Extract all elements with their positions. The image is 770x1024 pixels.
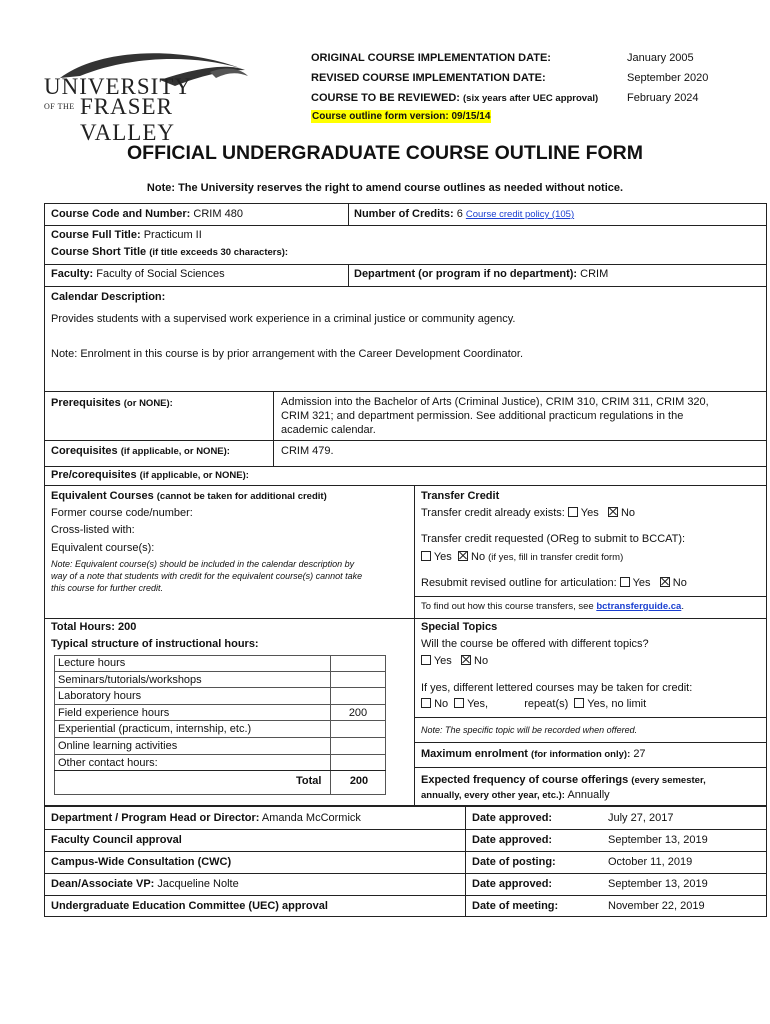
approval-row [51, 834, 182, 846]
review-date-sub: (six years after UEC approval) [463, 93, 599, 104]
short-title-sub: (if title exceeds 30 characters): [149, 247, 289, 258]
max-sub: (for information only): [531, 749, 631, 760]
divider [348, 264, 349, 286]
course-code [51, 208, 243, 220]
special-note: Note: The specific topic will be recorded when offered. [421, 725, 638, 735]
transfer-exists [421, 507, 635, 519]
prereq-sub: (or NONE): [123, 398, 173, 409]
lettered-no-checkbox[interactable] [421, 698, 431, 708]
divider [44, 873, 767, 874]
hours-row-label: Experiential (practicum, internship, etc.) [58, 723, 252, 736]
divider [414, 742, 767, 743]
transfer-requested-no-checkbox[interactable] [458, 551, 468, 561]
full-title [51, 229, 202, 241]
resubmit-no-checkbox[interactable] [660, 577, 670, 587]
frequency-line-2 [421, 789, 610, 801]
page-title: OFFICIAL UNDERGRADUATE COURSE OUTLINE FORM [126, 142, 644, 164]
divider [44, 225, 767, 226]
hours-row-label: Field experience hours [58, 706, 170, 719]
transfer-if-yes: (if yes, fill in transfer credit form) [488, 552, 624, 563]
no-label: No [672, 577, 687, 589]
hours-row-label: Laboratory hours [58, 690, 142, 703]
full-title-value: Practicum II [143, 229, 202, 241]
approval-left-label: Campus-Wide Consultation (CWC) [51, 856, 232, 868]
logo-university: UNIVERSITY [44, 74, 192, 99]
freq-label: Expected frequency of course offerings [421, 774, 629, 786]
divider [44, 391, 767, 392]
transfer-requested: Transfer credit requested (OReg to submit to BCCAT): [421, 533, 686, 545]
divider [414, 717, 767, 718]
approval-left-label: Department / Program Head or Director: [51, 812, 260, 824]
equivalent-label: Equivalent Courses [51, 490, 154, 502]
divider [44, 851, 767, 852]
coreq [51, 445, 230, 457]
credits-value: 6 [456, 208, 463, 220]
divider [414, 767, 767, 768]
divider [44, 895, 767, 896]
divider [414, 485, 415, 619]
total-hours-label: Total Hours: [51, 621, 115, 633]
credit-policy-link[interactable]: Course credit policy (105) [465, 209, 575, 220]
resubmit-yes-checkbox[interactable] [620, 577, 630, 587]
approval-right-label: Date approved: [472, 812, 553, 824]
lettered-options [421, 698, 646, 710]
rev-date-label: REVISED COURSE IMPLEMENTATION DATE: [311, 72, 546, 84]
logo-of-the: OF THE [44, 102, 75, 111]
department [354, 268, 608, 280]
transfer-requested-yes-checkbox[interactable] [421, 551, 431, 561]
find-out-end: . [681, 601, 684, 612]
short-title [51, 246, 288, 258]
short-title-label: Course Short Title [51, 246, 147, 258]
equivalent-sub: (cannot be taken for additional credit) [156, 491, 327, 502]
yes-label: Yes, [467, 698, 489, 710]
transfer-resubmit [421, 577, 687, 589]
lettered-nolimit-checkbox[interactable] [574, 698, 584, 708]
yes-label: Yes [580, 507, 599, 519]
yes-label: Yes [632, 577, 651, 589]
divider [44, 264, 767, 265]
rev-date-value: September 2020 [627, 72, 709, 84]
find-out-text: To find out how this course transfers, see [421, 601, 594, 612]
coreq-sub: (if applicable, or NONE): [120, 446, 230, 457]
repeat-label: repeat(s) [524, 698, 569, 710]
former-course: Former course code/number: [51, 507, 193, 519]
approval-left-value: Jacqueline Nolte [157, 878, 239, 890]
total-row-label: Total [296, 775, 322, 787]
lettered-text: If yes, different lettered courses may be taken for credit: [421, 682, 693, 694]
review-date-label-group [311, 92, 598, 104]
hours-row-label: Other contact hours: [58, 756, 158, 769]
department-value: CRIM [580, 268, 609, 280]
table-row [54, 672, 386, 689]
prereq-line-2: CRIM 321; and department permission. See additional practicum regulations in the [281, 410, 684, 422]
approval-right-label: Date of meeting: [472, 900, 559, 912]
table-row [54, 705, 386, 722]
no-label: No [620, 507, 636, 519]
equivalent-heading [51, 490, 327, 502]
equiv-note-2: way of a note that students with credit for the equivalent course(s) cannot take [51, 571, 363, 581]
transfer-exists-label: Transfer credit already exists: [421, 507, 565, 519]
approval-right-value: October 11, 2019 [608, 856, 693, 868]
faculty [51, 268, 225, 280]
cross-listed: Cross-listed with: [51, 524, 135, 536]
course-code-label: Course Code and Number: [51, 208, 191, 220]
special-heading: Special Topics [421, 621, 498, 633]
divider [44, 440, 767, 441]
approval-row [51, 878, 239, 890]
special-options [421, 655, 488, 667]
review-date-value: February 2024 [627, 92, 699, 104]
divider [44, 485, 767, 486]
yes-label: Yes [433, 551, 452, 563]
orig-date-value: January 2005 [627, 52, 694, 64]
approval-right-label: Date approved: [472, 878, 553, 890]
precoreq [51, 469, 249, 481]
divider [414, 596, 767, 597]
nolimit-label: Yes, no limit [587, 698, 647, 710]
total-hours-value: 200 [118, 621, 137, 633]
approval-right-value: July 27, 2017 [608, 812, 674, 824]
topics-no-checkbox[interactable] [461, 655, 471, 665]
table-row [54, 655, 386, 672]
divider [348, 203, 349, 225]
credits-label: Number of Credits: [354, 208, 454, 220]
hours-row-value: 200 [348, 706, 368, 719]
form-version-text: Course outline form version: 09/15/14 [312, 111, 491, 122]
transfer-requested-options [421, 551, 623, 563]
transfer-exists-no-checkbox[interactable] [608, 507, 618, 517]
max-value: 27 [633, 748, 646, 760]
ufv-logo [40, 50, 250, 145]
special-question: Will the course be offered with different topics? [421, 638, 649, 650]
prereq [51, 397, 173, 409]
hours-row-label: Seminars/tutorials/workshops [58, 673, 202, 686]
amend-note: Note: The University reserves the right to amend course outlines as needed without notice. [146, 182, 624, 194]
bctransferguide-link[interactable]: bctransferguide.ca [596, 601, 682, 612]
freq-sub1: (every semester, [631, 775, 706, 786]
equiv-note-1: Note: Equivalent course(s) should be included in the calendar description by [51, 559, 355, 569]
topics-yes-checkbox[interactable] [421, 655, 431, 665]
precoreq-label: Pre/corequisites [51, 469, 137, 481]
equiv-note-3: this course for further credit. [51, 583, 164, 593]
approval-right-value: November 22, 2019 [608, 900, 705, 912]
calendar-text: Provides students with a supervised work experience in a criminal justice or community agency. [51, 313, 516, 325]
faculty-label: Faculty: [51, 268, 94, 280]
freq-value: Annually [567, 789, 610, 801]
calendar-label: Calendar Description: [51, 291, 166, 303]
table-row [54, 738, 386, 755]
max-enrolment [421, 748, 646, 760]
total-row-value: 200 [349, 775, 369, 787]
divider [44, 286, 767, 287]
lettered-yes-checkbox[interactable] [454, 698, 464, 708]
transfer-exists-yes-checkbox[interactable] [568, 507, 578, 517]
coreq-value: CRIM 479. [281, 445, 334, 457]
equivalent-courses: Equivalent course(s): [51, 542, 155, 554]
approval-left-value: Amanda McCormick [261, 812, 361, 824]
approval-left-label: Undergraduate Education Committee (UEC) approval [51, 900, 328, 912]
approval-row [51, 900, 328, 912]
total-hours [51, 621, 136, 633]
transfer-find-out [421, 601, 684, 612]
divider [273, 391, 274, 466]
credits [354, 208, 574, 220]
approval-right-value: September 13, 2019 [608, 878, 708, 890]
frequency [421, 774, 706, 786]
divider [44, 466, 767, 467]
transfer-heading: Transfer Credit [421, 490, 500, 502]
divider [414, 618, 415, 806]
course-code-value: CRIM 480 [193, 208, 243, 220]
approval-right-label: Date of posting: [472, 856, 556, 868]
approval-right-label: Date approved: [472, 834, 553, 846]
divider [465, 806, 466, 917]
yes-label: Yes [433, 655, 452, 667]
no-label: No [474, 655, 489, 667]
department-label: Department (or program if no department): [354, 268, 578, 280]
resubmit-label: Resubmit revised outline for articulation: [421, 577, 617, 589]
precoreq-sub: (if applicable, or NONE): [139, 470, 249, 481]
no-label: No [434, 698, 449, 710]
orig-date-label: ORIGINAL COURSE IMPLEMENTATION DATE: [311, 52, 551, 64]
table-row [54, 721, 386, 738]
divider [44, 829, 767, 830]
table-row [54, 755, 386, 772]
prereq-label: Prerequisites [51, 397, 121, 409]
logo-fraser-valley: FRASER VALLEY [80, 94, 176, 145]
form-version [311, 110, 491, 122]
no-label: No [471, 551, 486, 563]
calendar-note: Note: Enrolment in this course is by prior arrangement with the Career Development Coordinator. [51, 348, 524, 360]
freq-sub2: annually, every other year, etc.): [421, 790, 565, 801]
faculty-value: Faculty of Social Sciences [96, 268, 225, 280]
approval-left-label: Faculty Council approval [51, 834, 182, 846]
prereq-line-1: Admission into the Bachelor of Arts (Criminal Justice), CRIM 310, CRIM 311, CRIM 320, [281, 396, 709, 408]
table-row [54, 688, 386, 705]
prereq-line-3: academic calendar. [281, 424, 376, 436]
hours-structure: Typical structure of instructional hours: [51, 638, 259, 650]
approval-row [51, 856, 231, 868]
max-label: Maximum enrolment [421, 748, 528, 760]
review-date-label: COURSE TO BE REVIEWED: [311, 92, 460, 104]
hours-row-label: Lecture hours [58, 657, 126, 669]
approval-left-label: Dean/Associate VP: [51, 878, 155, 890]
hours-row-label: Online learning activities [58, 740, 178, 752]
approval-row [51, 812, 361, 824]
full-title-label: Course Full Title: [51, 229, 141, 241]
coreq-label: Corequisites [51, 445, 118, 457]
approval-right-value: September 13, 2019 [608, 834, 708, 846]
